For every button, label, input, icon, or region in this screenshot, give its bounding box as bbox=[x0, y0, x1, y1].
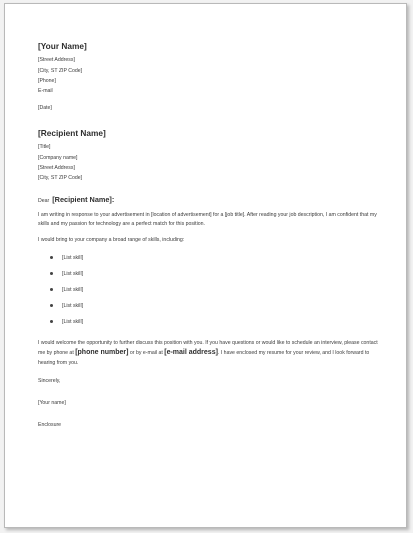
paragraph-3-part-a: I would welcome the opportunity to further discuss this position with you. If you have questions or would like to schedule an interview, please contact me by phone at bbox=[38, 339, 378, 357]
list-item bbox=[50, 298, 383, 314]
sender-name: [Your Name] bbox=[38, 41, 87, 51]
sender-street: [Street Address] bbox=[38, 57, 75, 64]
bullet-icon bbox=[50, 304, 53, 307]
list-item bbox=[50, 314, 383, 330]
recipient-title: [Title] bbox=[38, 144, 51, 151]
skill-text: [List skill] bbox=[62, 270, 84, 277]
list-item bbox=[50, 250, 383, 266]
closing: Sincerely, bbox=[38, 377, 61, 384]
recipient-name: [Recipient Name] bbox=[38, 127, 106, 138]
enclosure-note: Enclosure bbox=[38, 421, 62, 428]
signature-name: [Your name] bbox=[38, 400, 66, 407]
phone-placeholder: [phone number] bbox=[75, 349, 129, 357]
email-placeholder: [e-mail address] bbox=[164, 349, 218, 357]
sender-city: [City, ST ZIP Code] bbox=[38, 67, 83, 74]
bullet-icon bbox=[50, 288, 53, 291]
sender-phone: [Phone] bbox=[38, 77, 56, 84]
body-paragraph-2: I would bring to your company a broad range of skills, including: bbox=[38, 237, 185, 244]
letter-date: [Date] bbox=[38, 104, 52, 111]
salutation-dear: Dear bbox=[38, 198, 50, 205]
skill-text: [List skill] bbox=[62, 286, 84, 293]
skills-list bbox=[38, 250, 383, 330]
body-paragraph-3 bbox=[38, 338, 383, 369]
skill-text: [List skill] bbox=[62, 254, 84, 261]
bullet-icon bbox=[50, 256, 53, 259]
recipient-street: [Street Address] bbox=[38, 164, 75, 171]
sender-email: E-mail bbox=[38, 88, 53, 95]
bullet-icon bbox=[50, 272, 53, 275]
body-paragraph-1: I am writing in response to your advertisement in [location of advertisement] for a [job title]. After reading your job description, I am confident that my skills and my passion for technology are a perfect match for this position. bbox=[38, 211, 377, 228]
list-item bbox=[50, 282, 383, 298]
bullet-icon bbox=[50, 320, 53, 323]
recipient-city: [City, ST ZIP Code] bbox=[38, 175, 83, 182]
salutation bbox=[38, 195, 383, 205]
skill-text: [List skill] bbox=[62, 318, 84, 325]
skill-text: [List skill] bbox=[62, 302, 84, 309]
list-item bbox=[50, 266, 383, 282]
paragraph-3-part-c: . I have enclosed my resume for your review, and I look forward to hearing from you. bbox=[38, 350, 370, 367]
letter-content bbox=[38, 41, 383, 428]
salutation-name: [Recipient Name]: bbox=[52, 195, 115, 205]
paragraph-3-part-b: or by e-mail at bbox=[128, 350, 165, 357]
recipient-company: [Company name] bbox=[38, 154, 78, 161]
document-page bbox=[4, 3, 407, 528]
